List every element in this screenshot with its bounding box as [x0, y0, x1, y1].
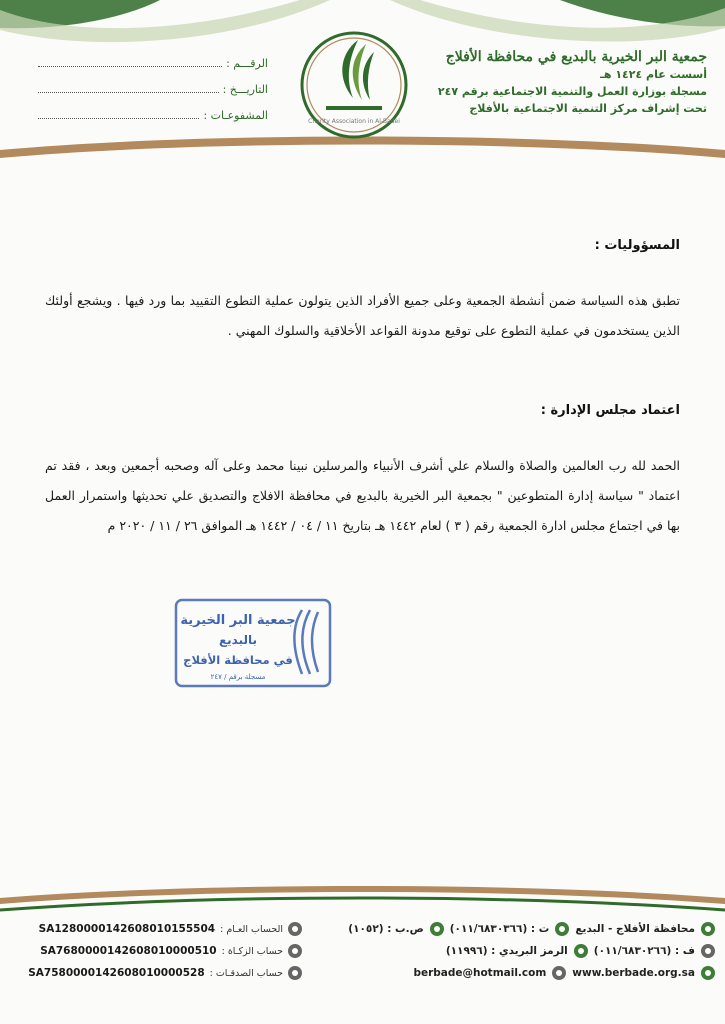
account-general [12, 918, 302, 940]
account-zakat-label: حساب الزكـاة : [221, 945, 283, 957]
org-name: جمعية البر الخيرية بالبديع في محافظة الأفلاج [445, 49, 707, 65]
postal-icon [574, 944, 588, 958]
heading-board-approval: اعتماد مجلس الإدارة : [540, 403, 680, 418]
account-sadaqat [12, 962, 302, 984]
account-general-number: SA1280000142608010155504 [38, 923, 216, 935]
section-approval [45, 403, 680, 418]
ref-number-label: الرقـــم : [226, 57, 268, 70]
ref-attachments-line [38, 118, 199, 119]
account-zakat-number: SA7680000142608010000510 [40, 945, 217, 957]
reference-fields [38, 57, 268, 135]
stamp-line4: مسجلة برقم / ٢٤٧ [210, 673, 266, 681]
contact-row-1 [345, 918, 715, 940]
bank-icon [288, 944, 302, 958]
account-sadaqat-number: SA7580000142608010000528 [28, 967, 205, 979]
svg-text:Charity Association in Al-Bade: Charity Association in Al-Badei [308, 118, 400, 125]
heading-responsibilities: المسؤوليات : [594, 238, 680, 253]
stamp-line2: بالبديع [218, 633, 258, 647]
bank-icon [288, 922, 302, 936]
email-icon [552, 966, 566, 980]
section-responsibilities [45, 238, 680, 253]
ref-attachments-label: المشفوعـات : [203, 109, 268, 122]
fax-icon [701, 944, 715, 958]
bank-accounts [12, 918, 302, 984]
association-logo [298, 20, 410, 150]
pobox-text: ص.ب : (١٠٥٢) [348, 923, 424, 935]
website-link[interactable]: www.berbade.org.sa [572, 967, 695, 979]
fax-text: ف : (٠١١/٦٨٣٠٢٦٦) [593, 945, 695, 957]
contact-row-2 [345, 940, 715, 962]
ref-number-row [38, 57, 268, 83]
postal-text: الرمز البريدي : (١١٩٩٦) [445, 945, 568, 957]
contact-info [345, 918, 715, 984]
founded-text: أسست عام ١٤٢٤ هـ [600, 68, 707, 81]
globe-icon [701, 966, 715, 980]
account-sadaqat-label: حساب الصدقـات : [209, 967, 283, 979]
location-text: محافظة الأفلاج - البديع [575, 923, 695, 935]
mailbox-icon [430, 922, 444, 936]
registration-text: مسجلة بوزارة العمل والتنمية الاجتماعية برقم ٢٤٧ [437, 85, 707, 98]
stamp-line1: جمعية البر الخيرية [180, 613, 296, 628]
stamp-line3: في محافظة الأفلاج [183, 653, 293, 667]
supervision-text: تحت إشراف مركز التنمية الاجتماعية بالأفلاج [469, 102, 707, 115]
phone-icon [555, 922, 569, 936]
paragraph-responsibilities: تطبق هذه السياسة ضمن أنشطة الجمعية وعلى جميع الأفراد الذين يتولون عملية التطوع التقييد بما ورد فيها . ويشجع أولئك الذين يستخدمون في عملية التطوع على توقيع مدونة القواعد الأخلاقية والسلوك المهني . [45, 293, 680, 338]
official-stamp [174, 598, 332, 688]
ref-date-label: التاريـــخ : [222, 83, 268, 96]
account-general-label: الحساب العـام : [220, 923, 283, 935]
phone-text: ت : (٠١١/٦٨٣٠٣٦٦) [449, 923, 550, 935]
org-info [407, 48, 707, 117]
account-zakat [12, 940, 302, 962]
paragraph-approval: الحمد لله رب العالمين والصلاة والسلام علي أشرف الأنبياء والمرسلين نبينا محمد وعلى آله وصحبه أجمعين وبعد ، فقد تم اعتماد " سياسة إدارة المتطوعين " بجمعية البر الخيرية بالبديع في محافظة الافلاج والتصديق علي تحديثها واستمرار العمل بها في اجتماع مجلس ادارة الجمعية رقم ( ٣ ) لعام ١٤٤٢ هـ بتاريخ ١١ / ٠٤ / ١٤٤٢ هـ الموافق ٢٦ / ١١ / ٢٠٢٠ م [45, 458, 680, 533]
ref-number-line [38, 66, 222, 67]
bank-icon [288, 966, 302, 980]
contact-row-3 [345, 962, 715, 984]
ref-date-line [38, 92, 219, 93]
email-link[interactable]: berbade@hotmail.com [413, 967, 547, 979]
location-icon [701, 922, 715, 936]
ref-date-row [38, 83, 268, 109]
ref-attachments-row [38, 109, 268, 135]
